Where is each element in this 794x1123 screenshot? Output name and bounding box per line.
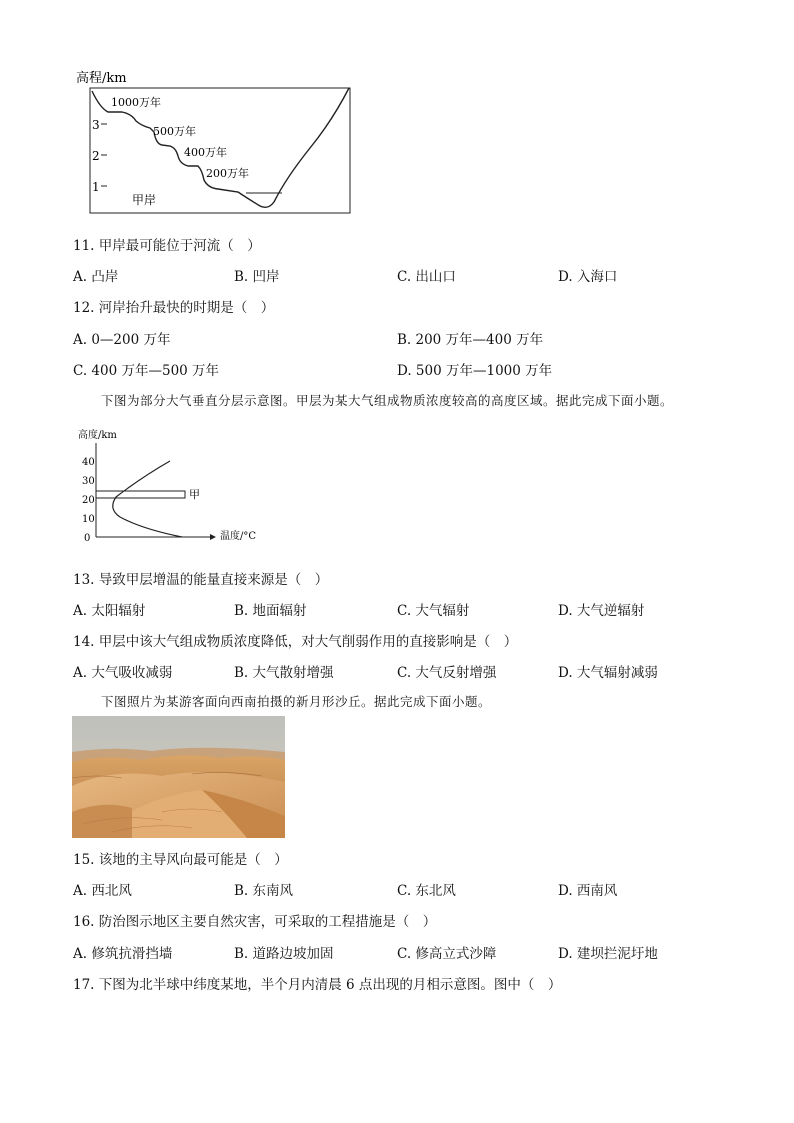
atmosphere-profile-figure — [72, 425, 272, 547]
q11-stem: 11. 甲岸最可能位于河流（ ） — [73, 238, 261, 254]
q15-option-a[interactable]: A. 西北风 — [73, 883, 132, 899]
q13-option-b[interactable]: B. 地面辐射 — [234, 603, 307, 619]
q16-option-d[interactable]: D. 建坝拦泥圩地 — [558, 946, 658, 962]
q13-stem: 13. 导致甲层增温的能量直接来源是（ ） — [73, 572, 329, 588]
fig2-tick-20: 20 — [82, 495, 95, 506]
fig2-xlabel: 温度/°C — [220, 531, 257, 542]
q16-option-b[interactable]: B. 道路边坡加固 — [234, 946, 334, 962]
bank-label: 甲岸 — [132, 193, 157, 207]
q12-option-a[interactable]: A. 0—200 万年 — [73, 332, 171, 348]
q15-stem: 15. 该地的主导风向最可能是（ ） — [73, 852, 288, 868]
label-400: 400万年 — [184, 146, 227, 159]
q11-option-c[interactable]: C. 出山口 — [397, 269, 456, 285]
q12-stem: 12. 河岸抬升最快的时期是（ ） — [73, 300, 275, 316]
q12-option-c[interactable]: C. 400 万年—500 万年 — [73, 363, 220, 379]
layer-jia-label: 甲 — [189, 488, 200, 501]
label-500: 500万年 — [153, 125, 196, 138]
label-200: 200万年 — [206, 167, 249, 180]
intro-dunes: 下图照片为某游客面向西南拍摄的新月形沙丘。据此完成下面小题。 — [101, 694, 492, 709]
fig1-tick-1: 1 — [92, 180, 100, 194]
q14-option-a[interactable]: A. 大气吸收减弱 — [73, 665, 173, 681]
q16-option-c[interactable]: C. 修高立式沙障 — [397, 946, 497, 962]
q13-option-d[interactable]: D. 大气逆辐射 — [558, 603, 645, 619]
fig2-tick-0: 0 — [84, 533, 91, 544]
q15-option-b[interactable]: B. 东南风 — [234, 883, 294, 899]
fig2-tick-30: 30 — [82, 476, 95, 487]
q11-option-d[interactable]: D. 入海口 — [558, 269, 618, 285]
fig1-tick-2: 2 — [92, 149, 100, 163]
q15-option-c[interactable]: C. 东北风 — [397, 883, 456, 899]
q12-option-b[interactable]: B. 200 万年—400 万年 — [397, 332, 544, 348]
layer-jia-box — [96, 491, 185, 498]
q13-option-c[interactable]: C. 大气辐射 — [397, 603, 470, 619]
q16-stem: 16. 防治图示地区主要自然灾害，可采取的工程措施是（ ） — [73, 914, 437, 930]
fig2-ylabel: 高度/km — [78, 430, 117, 441]
q15-option-d[interactable]: D. 西南风 — [558, 883, 618, 899]
q11-option-b[interactable]: B. 凹岸 — [234, 269, 280, 285]
label-1000: 1000万年 — [111, 96, 161, 109]
fig1-ylabel: 高程/km — [76, 71, 127, 86]
sand-dune-photo — [72, 716, 285, 838]
q14-option-c[interactable]: C. 大气反射增强 — [397, 665, 497, 681]
fig2-tick-40: 40 — [82, 457, 95, 468]
intro-atmosphere: 下图为部分大气垂直分层示意图。甲层为某大气组成物质浓度较高的高度区域。据此完成下面小题。 — [101, 393, 674, 408]
q11-option-a[interactable]: A. 凸岸 — [73, 269, 119, 285]
q12-option-d[interactable]: D. 500 万年—1000 万年 — [397, 363, 553, 379]
q16-option-a[interactable]: A. 修筑抗滑挡墙 — [73, 946, 173, 962]
fig1-tick-3: 3 — [92, 118, 100, 132]
temperature-curve — [113, 461, 182, 537]
terrace-profile-figure — [70, 66, 360, 218]
q14-stem: 14. 甲层中该大气组成物质浓度降低，对大气削弱作用的直接影响是（ ） — [73, 634, 518, 650]
q17-stem: 17. 下图为北半球中纬度某地，半个月内清晨 6 点出现的月相示意图。图中（ ） — [73, 977, 562, 993]
fig2-tick-10: 10 — [82, 514, 95, 525]
q14-option-b[interactable]: B. 大气散射增强 — [234, 665, 334, 681]
q14-option-d[interactable]: D. 大气辐射减弱 — [558, 665, 658, 681]
q13-option-a[interactable]: A. 太阳辐射 — [73, 603, 146, 619]
